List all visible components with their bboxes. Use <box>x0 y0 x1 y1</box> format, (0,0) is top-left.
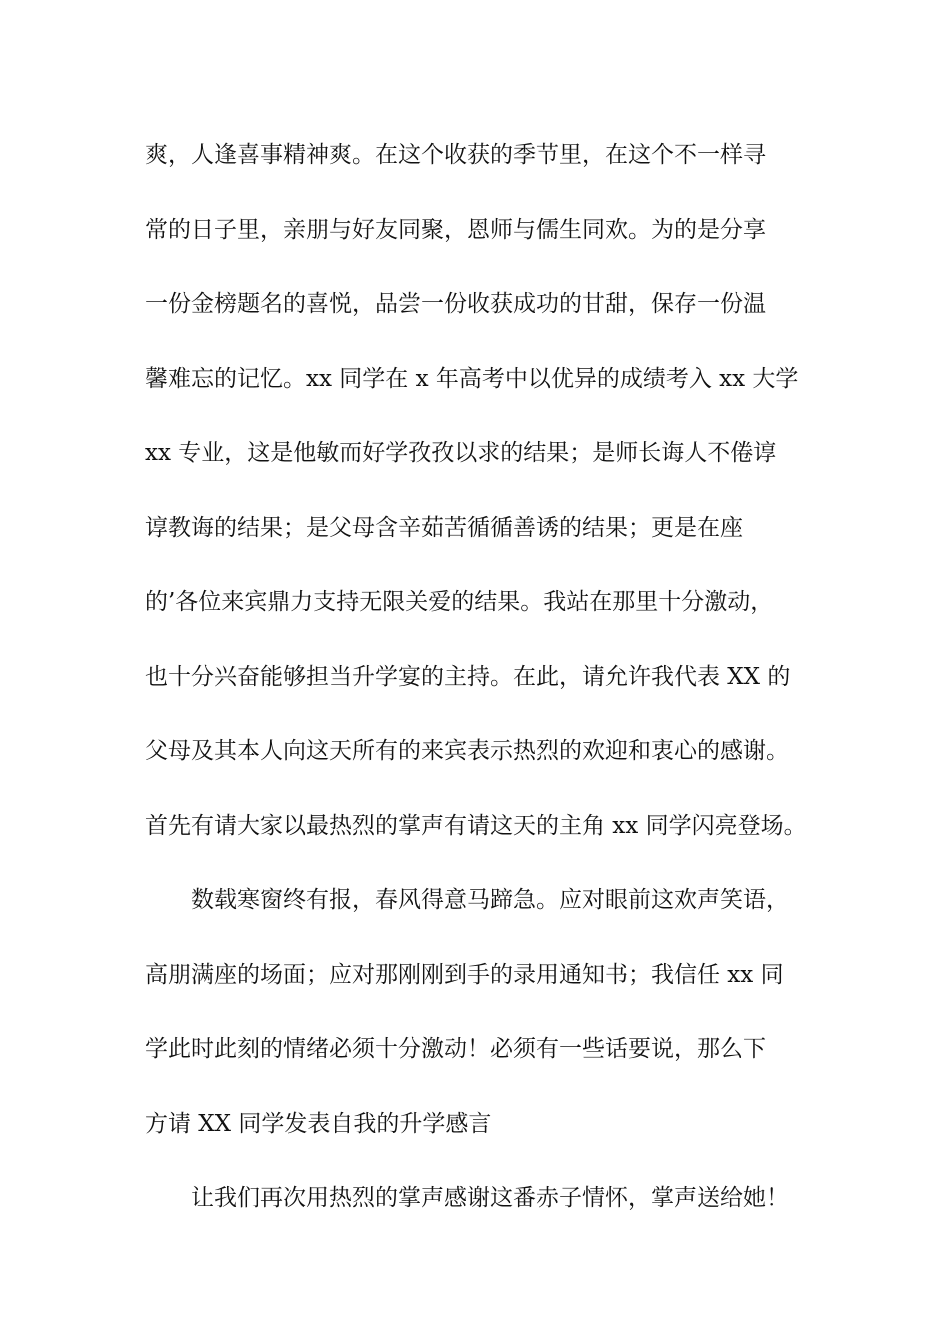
text-line: xx 专业，这是他敏而好学孜孜以求的结果；是师长诲人不倦谆 <box>145 440 777 466</box>
text-line: 馨难忘的记忆。xx 同学在 x 年高考中以优异的成绩考入 xx 大学 <box>145 365 799 392</box>
text-line: 一份金榜题名的喜悦，品尝一份收获成功的甘甜，保存一份温 <box>145 291 766 317</box>
text-line: 常的日子里，亲朋与好友同聚，恩师与儒生同欢。为的是分享 <box>145 216 766 243</box>
text-line: 让我们再次用热烈的掌声感谢这番赤子情怀，掌声送给她！ <box>191 1185 789 1211</box>
text-line: 谆教诲的结果；是父母含辛茹苦循循善诱的结果；更是在座 <box>145 514 743 541</box>
text-line: 也十分兴奋能够担当升学宴的主持。在此，请允许我代表 XX 的 <box>145 663 791 690</box>
text-line: 学此时此刻的情绪必须十分激动！必须有一些话要说，那么下 <box>145 1036 766 1062</box>
document-body <box>145 128 835 1246</box>
text-line: 父母及其本人向这天所有的来宾表示热烈的欢迎和衷心的感谢。 <box>145 738 789 764</box>
text-line: 数载寒窗终有报，春风得意马蹄急。应对眼前这欢声笑语， <box>191 887 789 913</box>
text-line: 爽，人逢喜事精神爽。在这个收获的季节里，在这个不一样寻 <box>145 142 766 168</box>
text-line: 高朋满座的场面；应对那刚刚到手的录用通知书；我信任 xx 同 <box>145 961 784 988</box>
text-line: 首先有请大家以最热烈的掌声有请这天的主角 xx 同学闪亮登场。 <box>145 812 807 839</box>
text-line: 的’各位来宾鼎力支持无限关爱的结果。我站在那里十分激动， <box>145 589 774 615</box>
text-line: 方请 XX 同学发表自我的升学感言 <box>145 1110 492 1137</box>
